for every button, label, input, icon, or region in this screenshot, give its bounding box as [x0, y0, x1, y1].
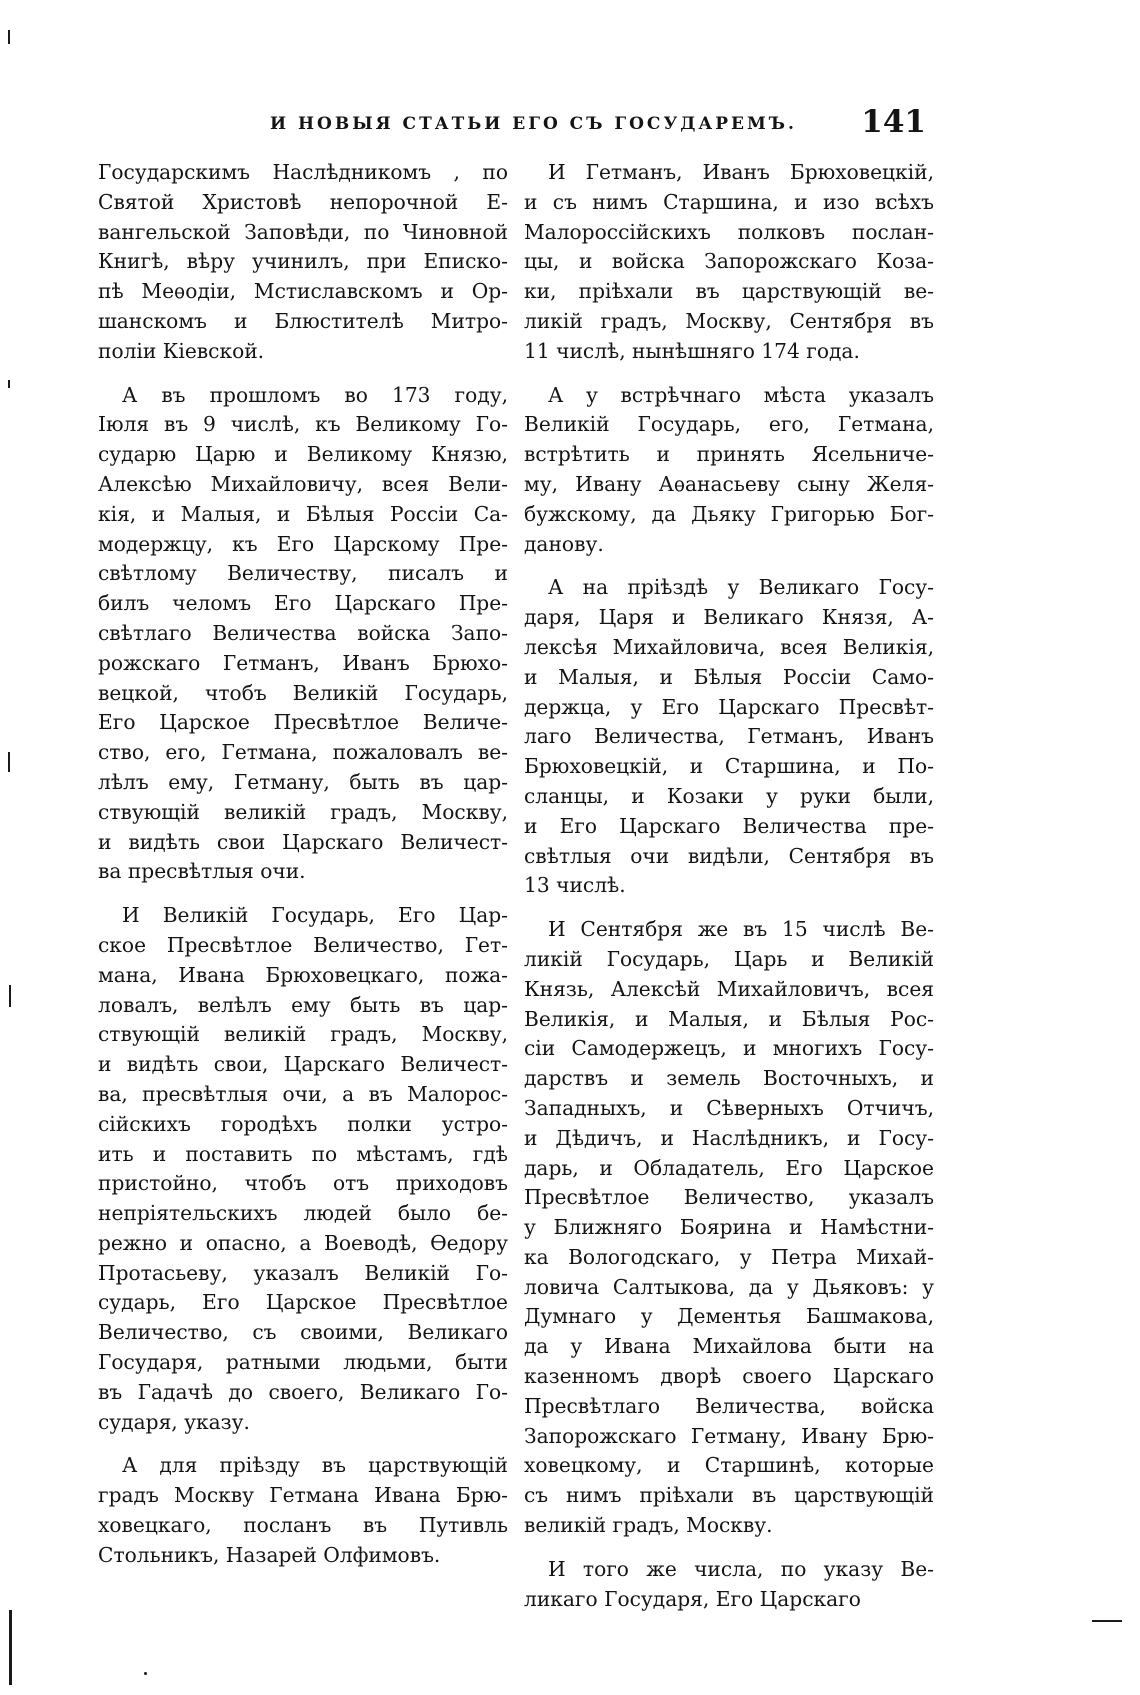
text-line: ва, пресвѣтлыя очи, а въ Малорос- — [98, 1081, 508, 1106]
text-line: И того же числа, по указу Ве- — [548, 1556, 934, 1581]
text-line: сійскихъ городѣхъ полки устро- — [98, 1111, 508, 1136]
text-line: Государскимъ Наслѣдникомъ , по — [98, 160, 508, 184]
text-line: даря, Царя и Великаго Князя, А- — [524, 605, 934, 630]
text-line: ство, его, Гетмана, пожаловалъ ве- — [98, 740, 508, 765]
text-line: Малороссійскихъ полковъ послан- — [524, 219, 934, 244]
text-line: Великій Государь, его, Гетмана, — [524, 412, 934, 437]
running-head — [270, 104, 940, 144]
text-line: данову. — [524, 531, 604, 556]
text-line: свѣтлому Величеству, писалъ и — [98, 561, 508, 586]
text-line: ва пресвѣтлыя очи. — [98, 859, 306, 884]
text-line: Величество, съ своими, Великаго — [98, 1320, 508, 1345]
text-line: ствующій великій градъ, Москву, — [98, 1022, 508, 1047]
scan-mark — [1092, 1620, 1122, 1622]
text-line: Запорожскаго Гетману, Ивану Брю- — [524, 1423, 934, 1448]
text-line: А въ прошломъ во 173 году, — [122, 382, 508, 407]
text-line: Стольникъ, Назарей Олфимовъ. — [98, 1542, 441, 1567]
text-line: и Его Царскаго Величества пре- — [524, 813, 934, 838]
paragraph — [98, 158, 508, 367]
paragraph — [524, 573, 934, 901]
text-line: И Великій Государь, Его Цар- — [122, 903, 508, 928]
text-line: держца, у Его Царскаго Пресвѣт- — [524, 694, 934, 719]
text-line: рожскаго Гетманъ, Иванъ Брюхо- — [98, 650, 508, 675]
text-line: пѣ Меѳодіи, Мстиславскомъ и Ор- — [98, 279, 508, 304]
text-line: лексѣя Михайловича, всея Великія, — [524, 634, 934, 659]
text-line: шанскомъ и Блюстителѣ Митро- — [98, 308, 508, 333]
text-line: съ нимъ пріѣхали въ царствующій — [524, 1483, 934, 1508]
paragraph — [98, 1451, 508, 1570]
text-line: И Сентября же въ 15 числѣ Ве- — [548, 917, 934, 942]
text-line: сударь, Его Царское Пресвѣтлое — [98, 1290, 508, 1315]
text-line: вангельской Заповѣди, по Чиновной — [98, 219, 508, 244]
text-line: поліи Кіевской. — [98, 338, 265, 363]
text-line: вецкой, чтобъ Великій Государь, — [98, 680, 508, 705]
text-line: цы, и войска Запорожскаго Коза- — [524, 249, 934, 274]
text-line: великій градъ, Москву. — [524, 1513, 773, 1538]
text-line: лѣлъ ему, Гетману, быть въ цар- — [98, 769, 508, 794]
paragraph — [524, 915, 934, 1541]
text-line: ское Пресвѣтлое Величество, Гет- — [98, 932, 508, 957]
text-line: лаго Величества, Гетманъ, Иванъ — [524, 724, 934, 749]
text-line: да у Ивана Михайлова быти на — [524, 1334, 934, 1359]
text-line: ховецкаго, посланъ въ Путивль — [98, 1513, 508, 1538]
text-line: ликаго Государя, Его Царскаго — [524, 1586, 861, 1611]
text-line: му, Ивану Аѳанасьеву сыну Желя- — [524, 471, 934, 496]
page-number: 141 — [861, 104, 926, 140]
text-line: дарствъ и земель Восточныхъ, и — [524, 1066, 934, 1091]
text-line: кія, и Малыя, и Бѣлыя Россіи Са- — [98, 501, 508, 526]
text-line: ка Вологодскаго, у Петра Михай- — [524, 1244, 934, 1269]
text-line: непріятельскихъ людей было бе- — [98, 1201, 508, 1226]
text-line: у Ближняго Боярина и Намѣстни- — [524, 1215, 934, 1240]
running-title: И НОВЫЯ СТАТЬИ ЕГО СЪ ГОСУДАРЕМЪ. — [270, 114, 797, 134]
text-line: и видѣть свои, Царскаго Величест- — [98, 1052, 508, 1077]
text-line: А на пріѣздѣ у Великаго Госу- — [548, 575, 934, 600]
text-line: 13 числѣ. — [524, 873, 626, 898]
text-line: ховецкому, и Старшинѣ, которые — [524, 1453, 934, 1478]
scan-mark — [9, 1610, 12, 1685]
text-line: Брюховецкій, и Старшина, и По- — [524, 754, 934, 779]
paragraph — [524, 1555, 934, 1615]
text-line: ить и поставить по мѣстамъ, гдѣ — [98, 1141, 508, 1166]
text-line: градъ Москву Гетмана Ивана Брю- — [98, 1483, 508, 1508]
scan-mark — [8, 30, 10, 44]
text-line: А у встрѣчнаго мѣста указалъ — [548, 382, 934, 407]
text-line: Его Царское Пресвѣтлое Величе- — [98, 710, 508, 735]
paragraph — [98, 901, 508, 1437]
text-line: И Гетманъ, Иванъ Брюховецкій, — [548, 160, 934, 184]
text-line: Западныхъ, и Сѣверныхъ Отчичъ, — [524, 1095, 934, 1120]
text-line: казенномъ дворѣ своего Царскаго — [524, 1364, 934, 1389]
text-line: пристойно, чтобъ отъ приходовъ — [98, 1171, 508, 1196]
text-line: Пресвѣтлаго Величества, войска — [524, 1393, 934, 1418]
text-line: Пресвѣтлое Величество, указалъ — [524, 1185, 934, 1210]
text-line: сударя, указу. — [98, 1409, 250, 1434]
text-line: Книгѣ, вѣру учинилъ, при Еписко- — [98, 249, 508, 274]
text-line: режно и опасно, а Воеводѣ, Ѳедору — [98, 1230, 508, 1255]
paragraph — [98, 381, 508, 888]
text-line: свѣтлаго Величества войска Запо- — [98, 620, 508, 645]
text-line: Святой Христовѣ непорочной Е- — [98, 189, 508, 214]
text-line: и видѣть свои Царскаго Величест- — [98, 829, 508, 854]
text-line: ки, пріѣхали въ царствующій ве- — [524, 279, 934, 304]
text-line: встрѣтить и принять Ясельниче- — [524, 442, 934, 467]
text-line: въ Гадачѣ до своего, Великаго Го- — [98, 1379, 508, 1404]
scan-mark — [8, 380, 10, 388]
text-line: ловича Салтыкова, да у Дьяковъ: у — [524, 1274, 934, 1299]
text-line: сланцы, и Козаки у руки были, — [524, 783, 934, 808]
text-line: ликій Государь, Царь и Великій — [524, 946, 934, 971]
paragraph — [524, 381, 934, 560]
right-text-column — [524, 158, 934, 1628]
text-line: бужскому, да Дьяку Григорью Бог- — [524, 501, 934, 526]
text-line: сіи Самодержецъ, и многихъ Госу- — [524, 1036, 934, 1061]
text-line: Протасьеву, указалъ Великій Го- — [98, 1260, 508, 1285]
text-line: билъ челомъ Его Царскаго Пре- — [98, 591, 508, 616]
text-line: Государя, ратными людьми, быти — [98, 1350, 508, 1375]
text-line: мана, Ивана Брюховецкаго, пожа- — [98, 962, 508, 987]
text-line: Думнаго у Дементья Башмакова, — [524, 1304, 934, 1329]
text-line: ловалъ, велѣлъ ему быть въ цар- — [98, 992, 508, 1017]
scan-mark — [144, 1672, 147, 1675]
text-line: А для пріѣзду въ царствующій — [122, 1453, 508, 1478]
text-line: сударю Царю и Великому Князю, — [98, 442, 508, 467]
text-line: Алексѣю Михайловичу, всея Вели- — [98, 471, 508, 496]
text-line: модержцу, къ Его Царскому Пре- — [98, 531, 508, 556]
paragraph — [524, 158, 934, 367]
text-line: Іюля въ 9 числѣ, къ Великому Го- — [98, 412, 508, 437]
left-text-column — [98, 158, 508, 1585]
text-line: дарь, и Обладатель, Его Царское — [524, 1155, 934, 1180]
scan-mark — [9, 985, 11, 1007]
scan-mark — [8, 752, 10, 772]
text-line: Великія, и Малыя, и Бѣлыя Рос- — [524, 1006, 934, 1031]
text-line: 11 числѣ, нынѣшняго 174 года. — [524, 338, 860, 363]
text-line: ликій градъ, Москву, Сентября въ — [524, 308, 934, 333]
text-line: и съ нимъ Старшина, и изо всѣхъ — [524, 189, 934, 214]
text-line: свѣтлыя очи видѣли, Сентября въ — [524, 843, 934, 868]
text-line: и Дѣдичъ, и Наслѣдникъ, и Госу- — [524, 1125, 934, 1150]
text-line: Князь, Алексѣй Михайловичъ, всея — [524, 976, 934, 1001]
text-line: ствующій великій градъ, Москву, — [98, 799, 508, 824]
text-line: и Малыя, и Бѣлыя Россіи Само- — [524, 664, 934, 689]
